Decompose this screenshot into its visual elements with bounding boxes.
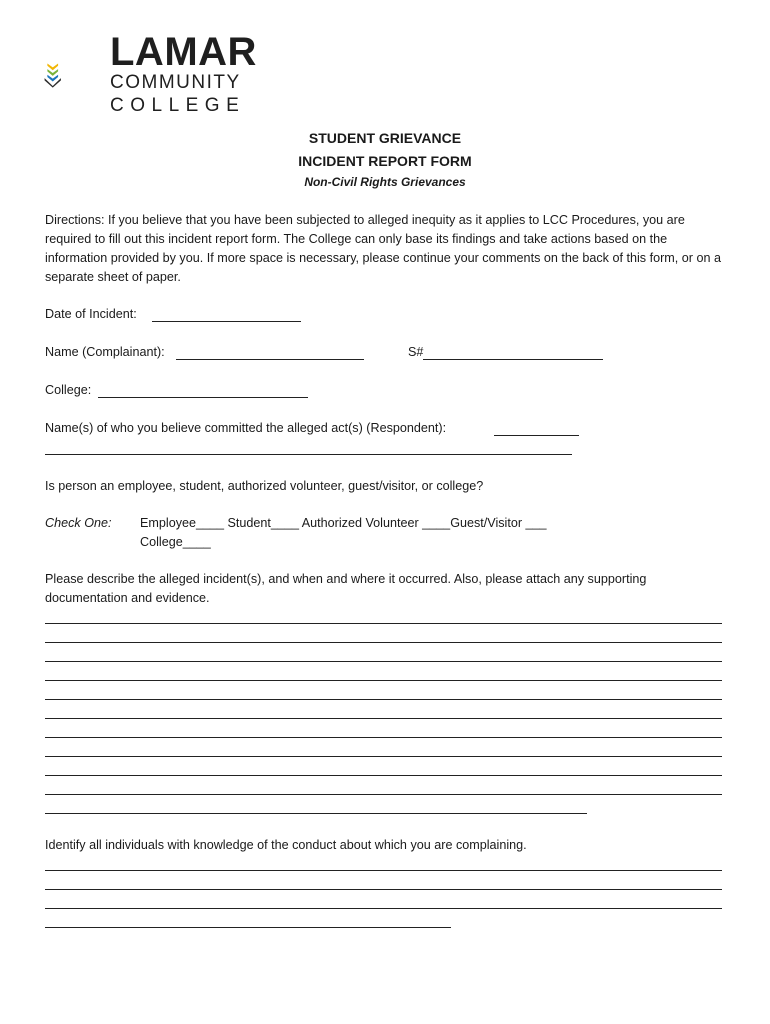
witness-line[interactable]	[45, 908, 722, 909]
date-field[interactable]	[152, 321, 301, 322]
logo-text-college: COLLEGE	[110, 95, 246, 116]
incident-line[interactable]	[45, 756, 722, 757]
person-type-question: Is person an employee, student, authorized volunteer, guest/visitor, or college?	[45, 479, 484, 493]
incident-line[interactable]	[45, 642, 722, 643]
check-one-options[interactable]: Employee____ Student____ Authorized Volunteer ____Guest/Visitor ___	[140, 516, 547, 530]
incident-line[interactable]	[45, 718, 722, 719]
witness-line[interactable]	[45, 927, 451, 928]
witness-prompt: Identify all individuals with knowledge of the conduct about which you are complaining.	[45, 838, 527, 852]
college-logo	[44, 30, 106, 120]
form-title-line2: INCIDENT REPORT FORM	[298, 153, 472, 169]
respondent-field[interactable]	[494, 435, 579, 436]
snumber-field[interactable]	[423, 359, 603, 360]
college-field[interactable]	[98, 397, 308, 398]
respondent-field-line2[interactable]	[45, 454, 572, 455]
directions-paragraph: Directions: If you believe that you have been subjected to alleged inequity as it applies to LCC Procedures, you are required to fill out this incident report form. The College can only base its findings and take actions based on the information provided by you. If more space is necessary, please continue your comments on the back of this form, or on a separate sheet of paper.	[45, 213, 721, 284]
check-one-label: Check One:	[45, 516, 112, 530]
incident-line[interactable]	[45, 794, 722, 795]
incident-line[interactable]	[45, 680, 722, 681]
incident-line[interactable]	[45, 623, 722, 624]
college-label: College:	[45, 383, 92, 397]
incident-line[interactable]	[45, 699, 722, 700]
logo-text-community: COMMUNITY	[110, 72, 241, 93]
logo-text-lamar: LAMAR	[110, 30, 257, 74]
incident-prompt-line2: documentation and evidence.	[45, 591, 210, 605]
date-label: Date of Incident:	[45, 307, 137, 321]
check-one-options-college[interactable]: College____	[140, 535, 211, 549]
form-subtitle: Non-Civil Rights Grievances	[304, 175, 466, 189]
name-label: Name (Complainant):	[45, 345, 165, 359]
respondent-label: Name(s) of who you believe committed the alleged act(s) (Respondent):	[45, 421, 447, 435]
name-field[interactable]	[176, 359, 364, 360]
witness-line[interactable]	[45, 889, 722, 890]
witness-line[interactable]	[45, 870, 722, 871]
incident-line[interactable]	[45, 813, 587, 814]
incident-line[interactable]	[45, 661, 722, 662]
incident-prompt-line1: Please describe the alleged incident(s), and when and where it occurred. Also, please attach any supporting	[45, 572, 647, 586]
incident-line[interactable]	[45, 775, 722, 776]
snumber-label: S#	[408, 345, 424, 359]
form-title-line1: STUDENT GRIEVANCE	[308, 130, 462, 146]
incident-line[interactable]	[45, 737, 722, 738]
logo-leaf-mark	[45, 63, 61, 87]
